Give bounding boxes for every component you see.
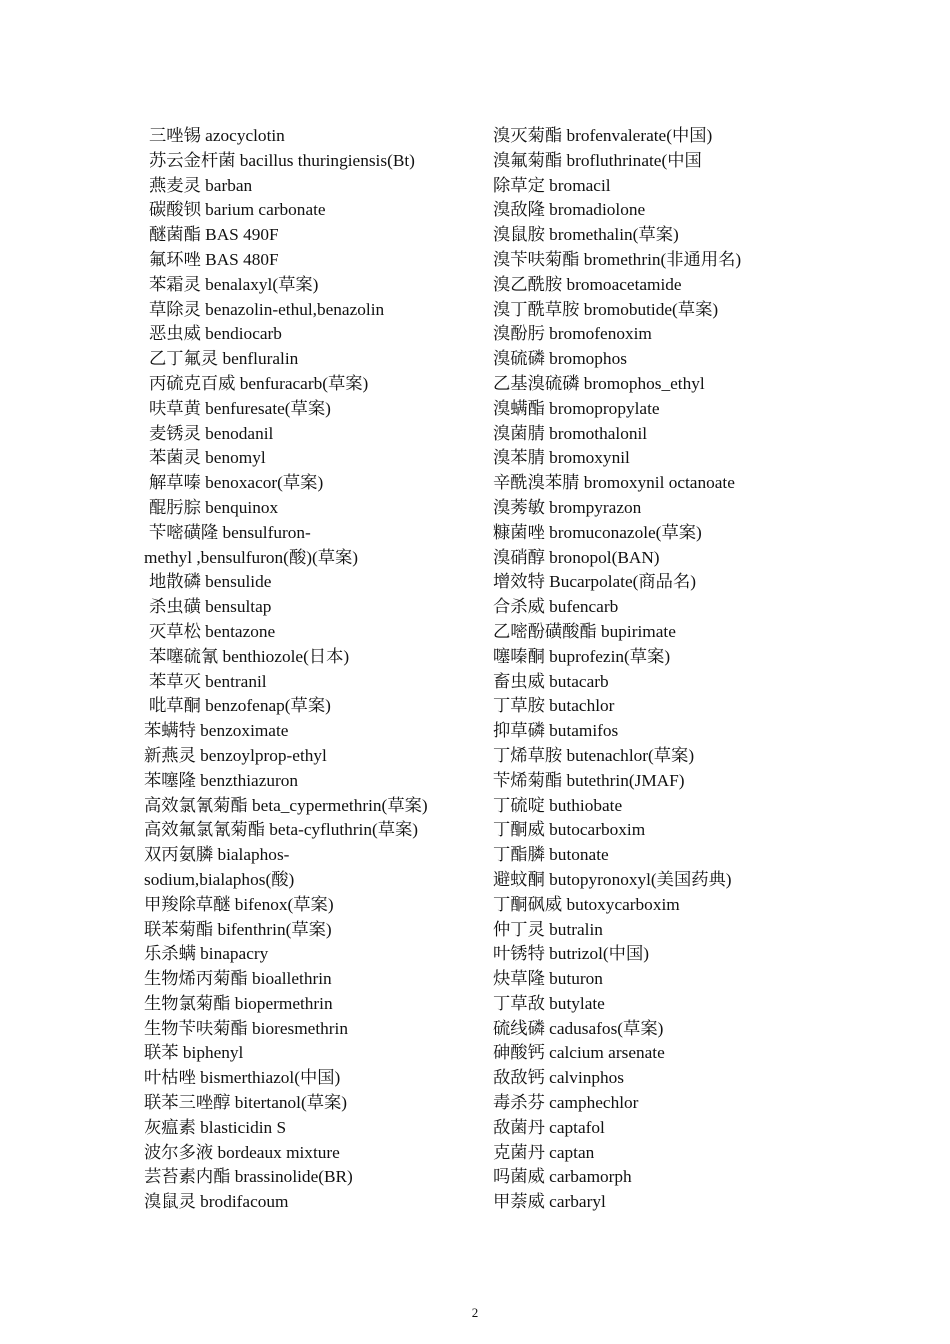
glossary-entry: 双丙氨膦 bialaphos- [144,845,290,865]
glossary-entry: 敌菌丹 captafol [493,1117,605,1137]
glossary-entry: 苯草灭 bentranil [149,671,267,691]
glossary-entry: 波尔多液 bordeaux mixture [144,1142,340,1162]
glossary-entry: 燕麦灵 barban [149,175,253,195]
glossary-entry: 炔草隆 buturon [493,969,603,989]
glossary-entry: 氟环唑 BAS 480F [149,249,279,269]
glossary-entry: 联苯 biphenyl [144,1043,244,1063]
left-column [144,124,474,1215]
glossary-entry: 硫线磷 cadusafos(草案) [493,1018,664,1038]
glossary-entry: 生物烯丙菊酯 bioallethrin [144,969,332,989]
glossary-entry: 溴螨酯 bromopropylate [493,398,660,418]
glossary-entry: 丙硫克百威 benfuracarb(草案) [149,373,369,393]
glossary-entry: 碳酸钡 barium carbonate [149,200,326,220]
glossary-entry: 丁酮威 butocarboxim [493,820,646,840]
glossary-entry: 高效氟氯氰菊酯 beta-cyfluthrin(草案) [144,820,419,840]
glossary-entry: 呋草黄 benfuresate(草案) [149,398,331,418]
glossary-entry: 溴硝醇 bronopol(BAN) [493,547,660,567]
glossary-entry: 敌敌钙 calvinphos [493,1068,625,1088]
glossary-entry: 丁草胺 butachlor [493,696,615,716]
glossary-entry: 麦锈灵 benodanil [149,423,274,443]
glossary-entry: 溴敌隆 bromadiolone [493,200,646,220]
glossary-entry: 叶锈特 butrizol(中国) [493,944,649,964]
glossary-entry: 溴鼠灵 brodifacoum [144,1192,289,1212]
glossary-entry: 抑草磷 butamifos [493,721,619,741]
glossary-entry: 溴苄呋菊酯 bromethrin(非通用名) [493,249,742,269]
glossary-entry: 杀虫磺 bensultap [149,597,272,617]
glossary-entry: 吡草酮 benzofenap(草案) [149,696,331,716]
glossary-entry: 溴灭菊酯 brofenvalerate(中国) [493,126,713,145]
glossary-entry: 苯噻隆 benzthiazuron [144,770,299,790]
glossary-entry: 丁草敌 butylate [493,993,605,1013]
right-column [493,124,823,1215]
glossary-entry: 新燕灵 benzoylprop-ethyl [144,745,327,765]
glossary-entry: 溴乙酰胺 bromoacetamide [493,274,682,294]
glossary-entry: 吗菌威 carbamorph [493,1167,632,1187]
glossary-entry: 增效特 Bucarpolate(商品名) [493,572,697,592]
glossary-entry: 乙丁氟灵 benfluralin [149,349,299,369]
glossary-entry: 溴丁酰草胺 bromobutide(草案) [493,299,719,319]
glossary-entry: 苯螨特 benzoximate [144,721,289,741]
glossary-entry: sodium,bialaphos(酸) [144,869,295,889]
glossary-entry: 苄嘧磺隆 bensulfuron- [149,522,311,542]
glossary-entry: 地散磷 bensulide [149,572,272,592]
glossary-entry: 苯霜灵 benalaxyl(草案) [149,274,319,294]
glossary-entry: 三唑锡 azocyclotin [149,126,285,145]
glossary-entry: 草除灵 benazolin-ethul,benazolin [149,299,385,319]
glossary-entry: 丁酮砜威 butoxycarboxim [493,894,680,914]
glossary-entry: 甲萘威 carbaryl [493,1192,606,1212]
glossary-entry: 糠菌唑 bromuconazole(草案) [493,522,702,542]
glossary-entry: 联苯三唑醇 bitertanol(草案) [144,1093,348,1113]
glossary-entry: 生物氯菊酯 biopermethrin [144,993,333,1013]
glossary-entry: 溴莠敏 brompyrazon [493,497,642,517]
glossary-entry: 解草嗪 benoxacor(草案) [149,473,324,493]
glossary-entry: 苏云金杆菌 bacillus thuringiensis(Bt) [149,150,415,170]
glossary-entry: 灭草松 bentazone [149,621,276,641]
glossary-entry: 辛酰溴苯腈 bromoxynil octanoate [493,473,735,493]
glossary-entry: 避蚊酮 butopyronoxyl(美国药典) [493,869,732,889]
glossary-entry: 联苯菊酯 bifenthrin(草案) [144,919,332,939]
glossary-entry: 高效氯氰菊酯 beta_cypermethrin(草案) [144,795,428,815]
glossary-entry: 仲丁灵 butralin [493,919,603,939]
glossary-entry: 丁烯草胺 butenachlor(草案) [493,745,695,765]
glossary-entry: 乙基溴硫磷 bromophos_ethyl [493,373,705,393]
glossary-entry: 苄烯菊酯 butethrin(JMAF) [493,770,685,790]
glossary-entry: 恶虫威 bendiocarb [149,324,282,344]
glossary-entry: 乐杀螨 binapacry [144,944,269,964]
glossary-entry: 芸苔素内酯 brassinolide(BR) [144,1167,353,1187]
glossary-entry: 醌肟腙 benquinox [149,497,279,517]
glossary-entry: 灰瘟素 blasticidin S [144,1117,287,1137]
glossary-entry: 生物苄呋菊酯 bioresmethrin [144,1018,348,1038]
glossary-entry: 丁硫啶 buthiobate [493,795,623,815]
glossary-entry: 合杀威 bufencarb [493,597,619,617]
glossary-entry: 噻嗪酮 buprofezin(草案) [493,646,671,666]
glossary-entry: 乙嘧酚磺酸酯 bupirimate [493,621,676,641]
glossary-entry: 苯噻硫氰 benthiozole(日本) [149,646,350,666]
glossary-entry: 醚菌酯 BAS 490F [149,225,279,245]
glossary-entry: 克菌丹 captan [493,1142,595,1162]
glossary-entry: 毒杀芬 camphechlor [493,1093,639,1113]
glossary-entry: 溴氟菊酯 brofluthrinate(中国 [493,150,702,170]
glossary-entry: 溴鼠胺 bromethalin(草案) [493,225,679,245]
glossary-entry: 甲羧除草醚 bifenox(草案) [144,894,334,914]
glossary-entry: 丁酯膦 butonate [493,845,609,865]
page-number: 2 [471,1305,479,1320]
glossary-entry: 苯菌灵 benomyl [149,448,266,468]
glossary-entry: 溴苯腈 bromoxynil [493,448,630,468]
glossary-entry: 畜虫威 butacarb [493,671,609,691]
glossary-entry: methyl ,bensulfuron(酸)(草案) [144,547,359,567]
glossary-entry: 除草定 bromacil [493,175,611,195]
glossary-entry: 溴酚肟 bromofenoxim [493,324,652,344]
glossary-entry: 砷酸钙 calcium arsenate [493,1043,665,1063]
glossary-entry: 溴硫磷 bromophos [493,349,627,369]
glossary-entry: 溴菌腈 bromothalonil [493,423,648,443]
glossary-entry: 叶枯唑 bismerthiazol(中国) [144,1068,341,1088]
